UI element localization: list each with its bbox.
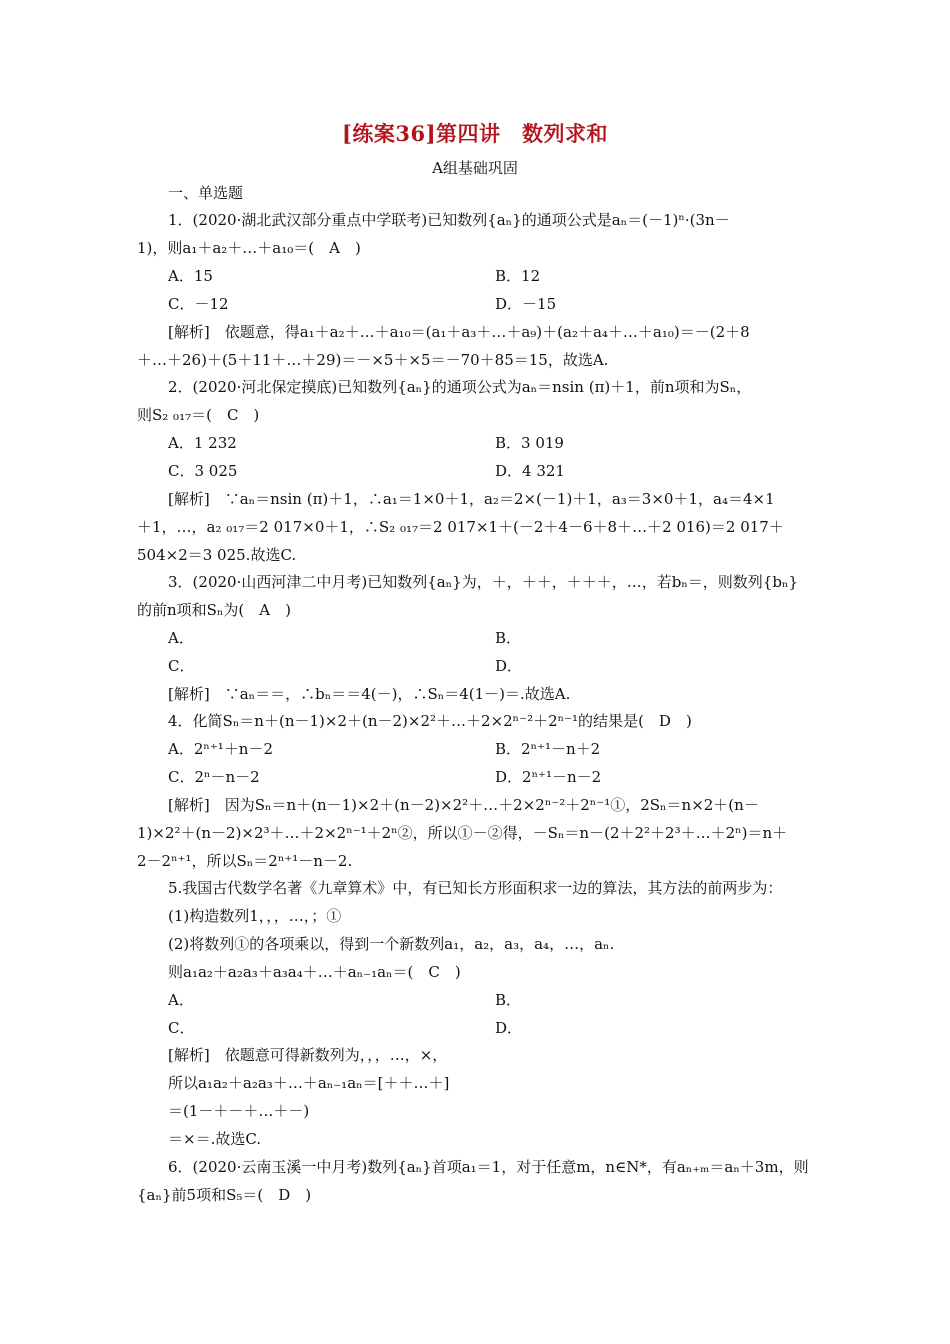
question-2-stem: 2．(2020·河北保定摸底)已知数列{aₙ}的通项公式为aₙ＝nsin (π)＋1，前n项和为Sₙ， xyxy=(168,378,752,396)
question-4-stem: 4．化简Sₙ＝n＋(n－1)×2＋(n－2)×2²＋…＋2×2ⁿ⁻²＋2ⁿ⁻¹的结果是( D ) xyxy=(168,712,692,730)
solution-2-cont: 504×2＝3 025.故选C. xyxy=(137,546,297,564)
solution-5-cont: ＝×＝.故选C. xyxy=(168,1130,262,1148)
option-a: A． xyxy=(168,991,194,1009)
question-6-stem-cont: {aₙ}前5项和S₅＝( D ) xyxy=(137,1186,312,1204)
question-5-stem: 5.我国古代数学名著《九章算术》中，有已知长方形面积求一边的算法，其方法的前两步为： xyxy=(168,879,783,897)
solution-4-cont: 2－2ⁿ⁺¹，所以Sₙ＝2ⁿ⁺¹－n－2. xyxy=(137,852,353,870)
option-c: C．3 025 xyxy=(168,462,238,480)
option-d: D．－15 xyxy=(495,295,557,313)
option-c: C． xyxy=(168,1019,195,1037)
option-b: B．12 xyxy=(495,267,541,285)
question-2-stem-cont: 则S₂ ₀₁₇＝( C ) xyxy=(137,406,260,424)
option-a: A．1 232 xyxy=(168,434,237,452)
solution-5-cont: ＝(1－＋－＋…＋－) xyxy=(168,1102,310,1120)
option-a: A．15 xyxy=(168,267,213,285)
option-d: D． xyxy=(495,657,523,675)
question-1-stem: 1．(2020·湖北武汉部分重点中学联考)已知数列{aₙ}的通项公式是aₙ＝(－1)ⁿ·(3n－ xyxy=(168,211,730,229)
option-b: B．3 019 xyxy=(495,434,564,452)
question-5-ask: 则a₁a₂＋a₂a₃＋a₃a₄＋…＋aₙ₋₁aₙ＝( C ) xyxy=(168,963,461,981)
question-3-stem-cont: 的前n项和Sₙ为( A ) xyxy=(137,601,291,619)
section-heading: 一、单选题 xyxy=(168,184,244,202)
question-3-stem: 3．(2020·山西河津二中月考)已知数列{aₙ}为，＋，＋＋，＋＋＋，…，若bₙ＝，则数列{bₙ} xyxy=(168,573,798,591)
option-d: D．4 321 xyxy=(495,462,565,480)
question-5-step-2: (2)将数列①的各项乘以，得到一个新数列a₁，a₂，a₃，a₄，…，aₙ. xyxy=(168,935,615,953)
page-title: [练案36]第四讲 数列求和 xyxy=(341,121,609,146)
solution-4-cont: 1)×2²＋(n－2)×2³＋…＋2×2ⁿ⁻¹＋2ⁿ②，所以①－②得，－Sₙ＝n－(2＋2²＋2³＋…＋2ⁿ)＝n＋ xyxy=(137,824,788,842)
question-1-stem-cont: 1)，则a₁＋a₂＋…＋a₁₀＝( A ) xyxy=(137,239,361,257)
option-b: B． xyxy=(495,629,522,647)
option-a: A．2ⁿ⁺¹＋n－2 xyxy=(168,740,274,758)
option-d: D．2ⁿ⁺¹－n－2 xyxy=(495,768,602,786)
question-6-stem: 6．(2020·云南玉溪一中月考)数列{aₙ}首项a₁＝1，对于任意m，n∈N*，有aₙ₊ₘ＝aₙ＋3m，则 xyxy=(168,1158,809,1176)
option-b: B． xyxy=(495,991,522,1009)
section-subtitle: A组基础巩固 xyxy=(432,159,518,177)
option-c: C．－12 xyxy=(168,295,229,313)
option-b: B．2ⁿ⁺¹－n＋2 xyxy=(495,740,601,758)
solution-2: [解析] ∵aₙ＝nsin (π)＋1，∴a₁＝1×0＋1，a₂＝2×(－1)＋1，a₃＝3×0＋1，a₄＝4×1 xyxy=(168,490,775,508)
solution-5-cont: 所以a₁a₂＋a₂a₃＋…＋aₙ₋₁aₙ＝[＋＋…＋] xyxy=(168,1074,450,1092)
solution-1-cont: ＋…＋26)＋(5＋11＋…＋29)＝－×5＋×5＝－70＋85＝15，故选A. xyxy=(137,351,609,369)
solution-3: [解析] ∵aₙ＝＝，∴bₙ＝＝4(－)，∴Sₙ＝4(1－)＝.故选A. xyxy=(168,685,571,703)
option-d: D． xyxy=(495,1019,523,1037)
option-c: C． xyxy=(168,657,195,675)
question-5-step-1: (1)构造数列1，，，…，；① xyxy=(168,907,342,925)
solution-2-cont: ＋1，…，a₂ ₀₁₇＝2 017×0＋1，∴S₂ ₀₁₇＝2 017×1＋(－2＋4－6＋8＋…＋2 016)＝2 017＋ xyxy=(137,518,784,536)
option-a: A． xyxy=(168,629,194,647)
solution-4: [解析] 因为Sₙ＝n＋(n－1)×2＋(n－2)×2²＋…＋2×2ⁿ⁻²＋2ⁿ⁻¹①，2Sₙ＝n×2＋(n－ xyxy=(168,796,759,814)
solution-5: [解析] 依题意可得新数列为，，，…，×， xyxy=(168,1046,448,1064)
solution-1: [解析] 依题意，得a₁＋a₂＋…＋a₁₀＝(a₁＋a₃＋…＋a₉)＋(a₂＋a₄＋…＋a₁₀)＝－(2＋8 xyxy=(168,323,750,341)
option-c: C．2ⁿ－n－2 xyxy=(168,768,260,786)
